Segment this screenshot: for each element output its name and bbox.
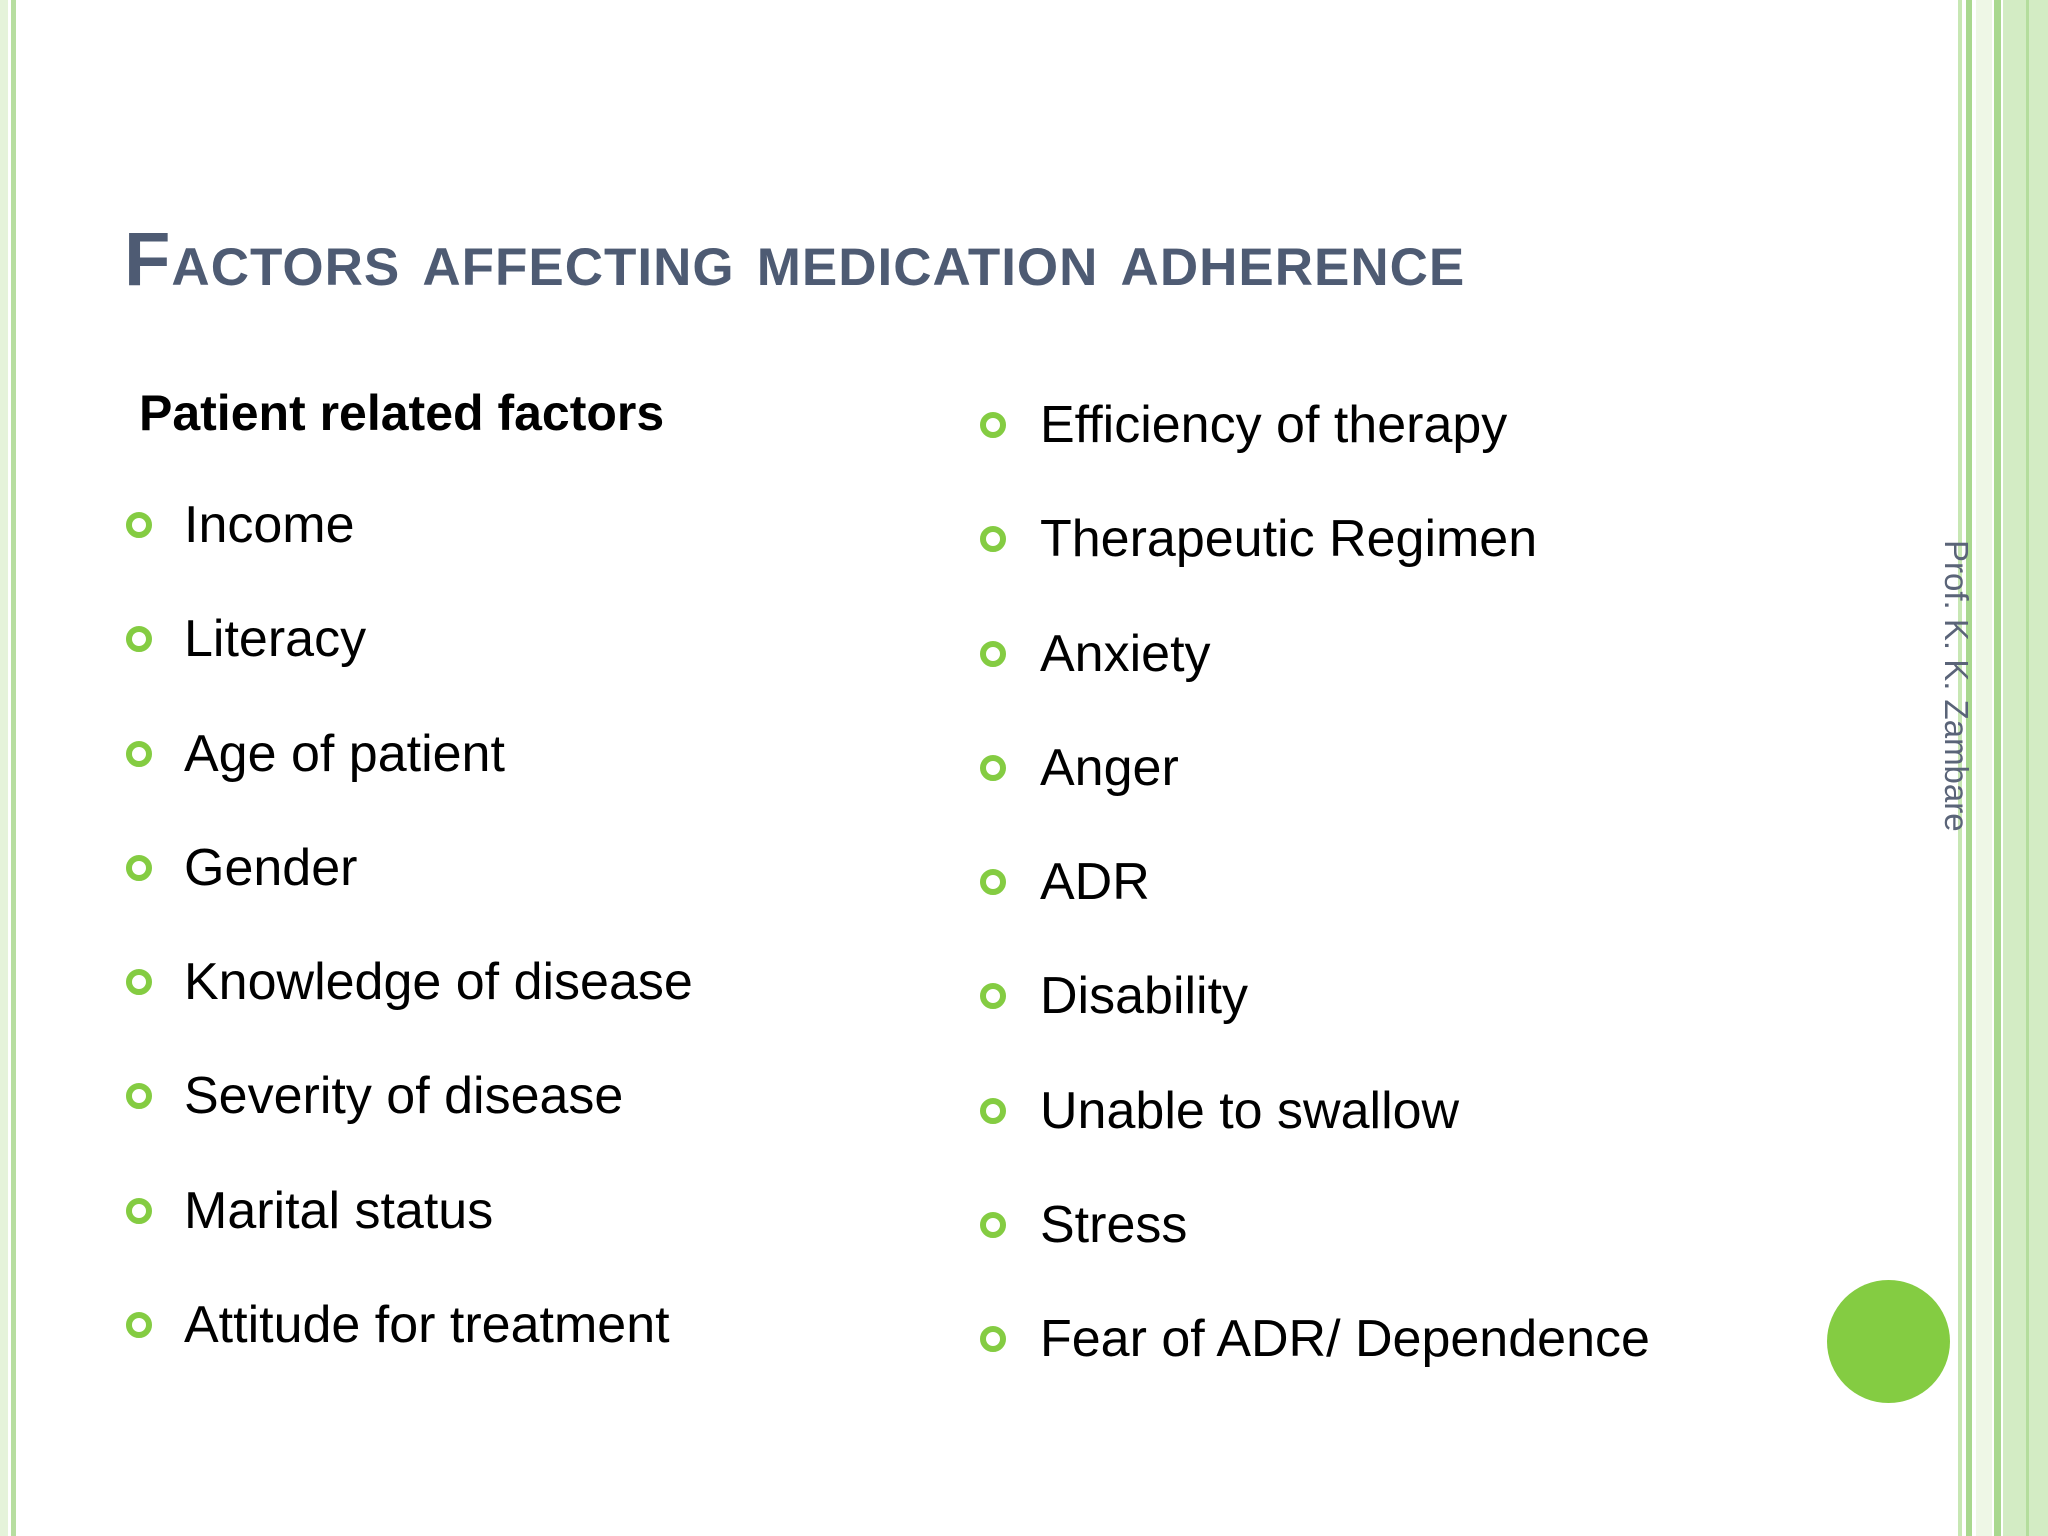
bullet-icon xyxy=(126,855,152,881)
bullet-icon xyxy=(980,1326,1006,1352)
slide-title: Factors affecting medication adherence xyxy=(124,217,1466,302)
list-item-text: Anger xyxy=(1040,738,1179,797)
list-item xyxy=(980,733,1650,847)
bullet-icon xyxy=(126,1312,152,1338)
bullet-icon xyxy=(126,1198,152,1224)
list-item xyxy=(980,1076,1650,1190)
list-item xyxy=(126,604,693,718)
author-credit: Prof. K. K. Zambare xyxy=(1938,540,1975,832)
list-item xyxy=(980,390,1650,504)
bullet-icon xyxy=(980,1098,1006,1124)
list-item xyxy=(980,504,1650,618)
bullet-icon xyxy=(980,869,1006,895)
list-item xyxy=(126,490,693,604)
bullet-icon xyxy=(126,741,152,767)
list-item xyxy=(980,619,1650,733)
right-border-line xyxy=(1994,0,2001,1536)
list-item-text: Age of patient xyxy=(184,724,505,783)
list-item-text: Attitude for treatment xyxy=(184,1296,670,1355)
list-item xyxy=(980,847,1650,961)
list-item-text: Knowledge of disease xyxy=(184,953,693,1012)
list-item-text: Marital status xyxy=(184,1181,494,1240)
list-item-text: Therapeutic Regimen xyxy=(1040,510,1538,569)
list-item xyxy=(126,719,693,833)
list-item-text: Unable to swallow xyxy=(1040,1081,1460,1140)
bullet-icon xyxy=(126,626,152,652)
bullet-icon xyxy=(126,512,152,538)
left-border-stripe-inner xyxy=(11,0,16,1536)
list-item-text: Literacy xyxy=(184,610,367,669)
list-item-text: Income xyxy=(184,496,355,554)
list-item-text: Fear of ADR/ Dependence xyxy=(1040,1310,1650,1369)
list-item-text: Gender xyxy=(184,838,358,897)
list-item-text: Efficiency of therapy xyxy=(1040,396,1508,454)
green-dot-decoration-icon xyxy=(1827,1280,1950,1403)
right-bullet-list xyxy=(980,390,1650,1419)
list-item xyxy=(980,1190,1650,1304)
bullet-icon xyxy=(980,526,1006,552)
right-border-band xyxy=(1976,0,1992,1536)
list-item-text: Severity of disease xyxy=(184,1067,624,1126)
bullet-icon xyxy=(980,641,1006,667)
list-item-text: Disability xyxy=(1040,967,1249,1026)
left-border-stripe xyxy=(0,0,8,1536)
left-column-heading: Patient related factors xyxy=(139,385,665,441)
bullet-icon xyxy=(980,1212,1006,1238)
right-border-line xyxy=(2026,0,2029,1536)
list-item-text: Anxiety xyxy=(1040,624,1211,683)
bullet-icon xyxy=(980,983,1006,1009)
list-item xyxy=(980,1304,1650,1418)
list-item xyxy=(980,961,1650,1075)
list-item-text: Stress xyxy=(1040,1196,1188,1255)
list-item xyxy=(126,1061,693,1175)
bullet-icon xyxy=(980,412,1006,438)
bullet-icon xyxy=(980,755,1006,781)
list-item xyxy=(126,947,693,1061)
bullet-icon xyxy=(126,1083,152,1109)
list-item xyxy=(126,833,693,947)
list-item xyxy=(126,1290,693,1404)
list-item-text: ADR xyxy=(1040,853,1150,912)
bullet-icon xyxy=(126,969,152,995)
list-item xyxy=(126,1176,693,1290)
left-bullet-list xyxy=(126,490,693,1404)
